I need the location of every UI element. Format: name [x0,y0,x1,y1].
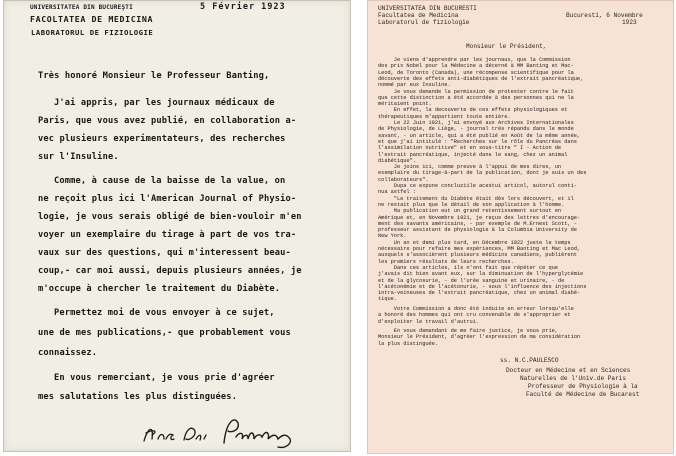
letter-line: thérapeutiques m'appartient toute entière. [378,113,511,120]
letter-line: tique. [378,296,397,303]
letter-line: voyer un exemplaire du tirage à part de vos tra- [38,230,297,240]
letter-line: Permettez moi de vous envoyer à ce sujet, [54,308,275,318]
letter-line: collaborateurs". [378,176,429,183]
letter-line: méritaient point. [378,101,432,108]
letter-to-nobel-committee [367,0,674,454]
salutation: Monsieur le Président, [466,43,547,50]
letter-line: Comme, à cause de la baisse de la value, on [54,176,286,186]
letter-line: Dans ces articles, ils n'ont fait que répéter ce que [378,264,558,271]
faculty-header: Facultatea de Medicina [378,12,459,19]
letter-line: Monsieur le Président, d'agréer l'expression de ma considération [378,334,581,341]
letter-line: vec plusieurs experimentateurs, des recherches [38,134,286,144]
letter-line: ne reçoit plus ici l'American Journal of Physio- [38,194,297,204]
laboratory-header: Laboratorul de fiziologie [378,19,470,26]
letter-line: j'avais dit bien avant eux, sur la diminuation de l'hyperglycémie [378,271,584,278]
letter-line: une de mes publications,- que probablement vous [38,328,291,338]
letter-line: ne restait plus que le détail de son application à l'homme. [378,201,565,208]
letter-line: sur l'Insuline. [38,152,119,162]
letter-line: J'ai appris, par les journaux médicaux de [54,98,275,108]
letter-line: la plus distinguée. [378,340,438,347]
letter-line: m'occupe à chercher le traitement du Diabète. [38,284,281,294]
letter-line: logie, je vous serais obligé de bien-vouloir m'en [38,212,302,222]
letter-line: découverte des effets anti-diabétiques de l'extrait pancréatique, [378,75,584,82]
letter-line: nécessaire pour refaire mes expériences, MM Banting et Mac Leod, [378,246,581,252]
letter-line: Je vous demande la permission de protester contre le fait [378,88,574,95]
letter-line: intra-veineuses de l'extrait pancréatique, chez un animal diabé- [378,290,581,297]
letter-date: Bucuresti, 6 Novembre [566,12,643,19]
letter-line: a honoré des hommes qui ont cru convenable de s'approprier et [378,312,571,319]
letter-line: auxquels s'associèrent plusieurs médicins canadiens, publièrent [378,252,577,259]
letter-line: Dupa ce expune concluziile acestui articol, autorul conti- [378,183,577,189]
signoff-title: Faculté de Médecine de Bucarest [526,391,640,398]
letter-line: l'assimilation nutritive" et en sous-titre " I - Action de [378,145,562,152]
letter-line: Je viens d'apprendre par les journaux, que la Commission [378,57,571,63]
letter-line: que cette distinction a été accordée à des personnes qui ne la [378,94,574,101]
letter-line: les premiers résultats de leurs recherches. [378,258,514,265]
letter-line: Paris, que vous avez publié, en collaboration a- [38,116,297,126]
letter-line: ment des savants américains, - par exemple de M.Ernest Scott, - [378,220,577,227]
letter-line: des prix Nobel pour la Médecine a décerné à MM Banting et Mac- [378,63,574,70]
letter-line: Je joins ici, comme preuve à l'appui de mes dires, un [378,164,562,171]
letter-line: Un an et demi plus tard, en Décembre 1922 juste le temps [378,239,571,246]
letter-year: 1923 [622,19,637,26]
letter-line: mes salutations les plus distinguées. [38,392,238,402]
letter-line: En effet, la decouverte de ces effets physiologiques et [378,107,568,114]
letter-line: diabétique". [378,157,416,164]
letter-line: Le 22 Juin 1921, j'ai envoyé aux Archives Internationales [378,120,574,126]
university-header: UNIVERSITATEA DIN BUCURESTI [378,5,477,12]
letter-line: coup,- car moi aussi, depuis plusieurs années, je [38,266,302,276]
letter-line: de Physiologie, de Liège, - journal très répandu dans le monde [378,126,574,133]
letter-line: Votre Commission a donc été induite en erreur lorsqu'elle [378,306,574,312]
signoff-title: Docteur en Médecine et en Sciences [506,367,631,374]
laboratory-header: LABORATORUL DE FIZIOLOGIE [31,28,154,37]
letter-line: professeur assistant de physiologie à la Columbia University de [378,227,577,234]
letter-line: vaux sur des questions, qui m'interessent beau- [38,248,291,258]
letter-date: 5 Février 1923 [200,2,286,12]
letter-line: Ma publication eut un grand retentissement surtout en [378,208,562,215]
signoff-signature: ss. N.C.PAULESCO [500,357,559,364]
letter-line: nua astfel : [378,189,416,196]
letter-line: Leod, de Toronto (Canada), une récompense scientifique pour la [378,69,574,76]
handwritten-signature [140,409,300,451]
letter-line: exemplaire du tirage-à-part de la publication, dont je suis un des [378,170,587,177]
letter-line: et que j'ai intitulé : "Recherches sur le rôle du Pancréas dans [378,138,577,145]
letter-line: En vous remerciant, je vous prie d'agréer [54,373,275,383]
letter-line: Très honoré Monsieur le Professeur Banting, [38,71,270,81]
letter-line: "Le traitement du Diabète était dès lors découvert, et il [378,195,574,202]
letter-line: savant, - un article, qui a été publié en Août de la même année, [378,132,581,139]
letter-line: nommé par eux Insuline. [378,82,451,89]
letter-line: l'extrait pancréatique, injecté dans le sang, chez un animal [378,151,568,158]
letter-line: New York. [378,233,407,240]
letter-line: connaissez. [38,348,98,358]
signoff-title: Naturelles de l'Univ.de Paris [520,375,627,382]
letter-line: et de la glycosurie, - de l'urée sanguine et urinaire, - de [378,277,565,284]
signoff-title: Professeur de Physiologie à la [528,383,638,390]
letter-line: l'acétonémie et de l'acétonurie, - sous l'influence des injections [378,283,587,290]
university-header: UNIVERSITATEA DIN BUCUREŞTI [30,4,133,11]
faculty-header: FACOLTATEA DE MEDICINA [30,14,154,24]
letter-line: d'exploiter le travail d'autrui. [378,318,480,325]
letter-line: Amérique et, en Novembre 1921, je reçus des lettres d'encourage- [378,214,581,221]
letter-to-banting [3,0,351,452]
letter-line: En vous demandant de me faire justice, je vous prie, [378,328,558,334]
